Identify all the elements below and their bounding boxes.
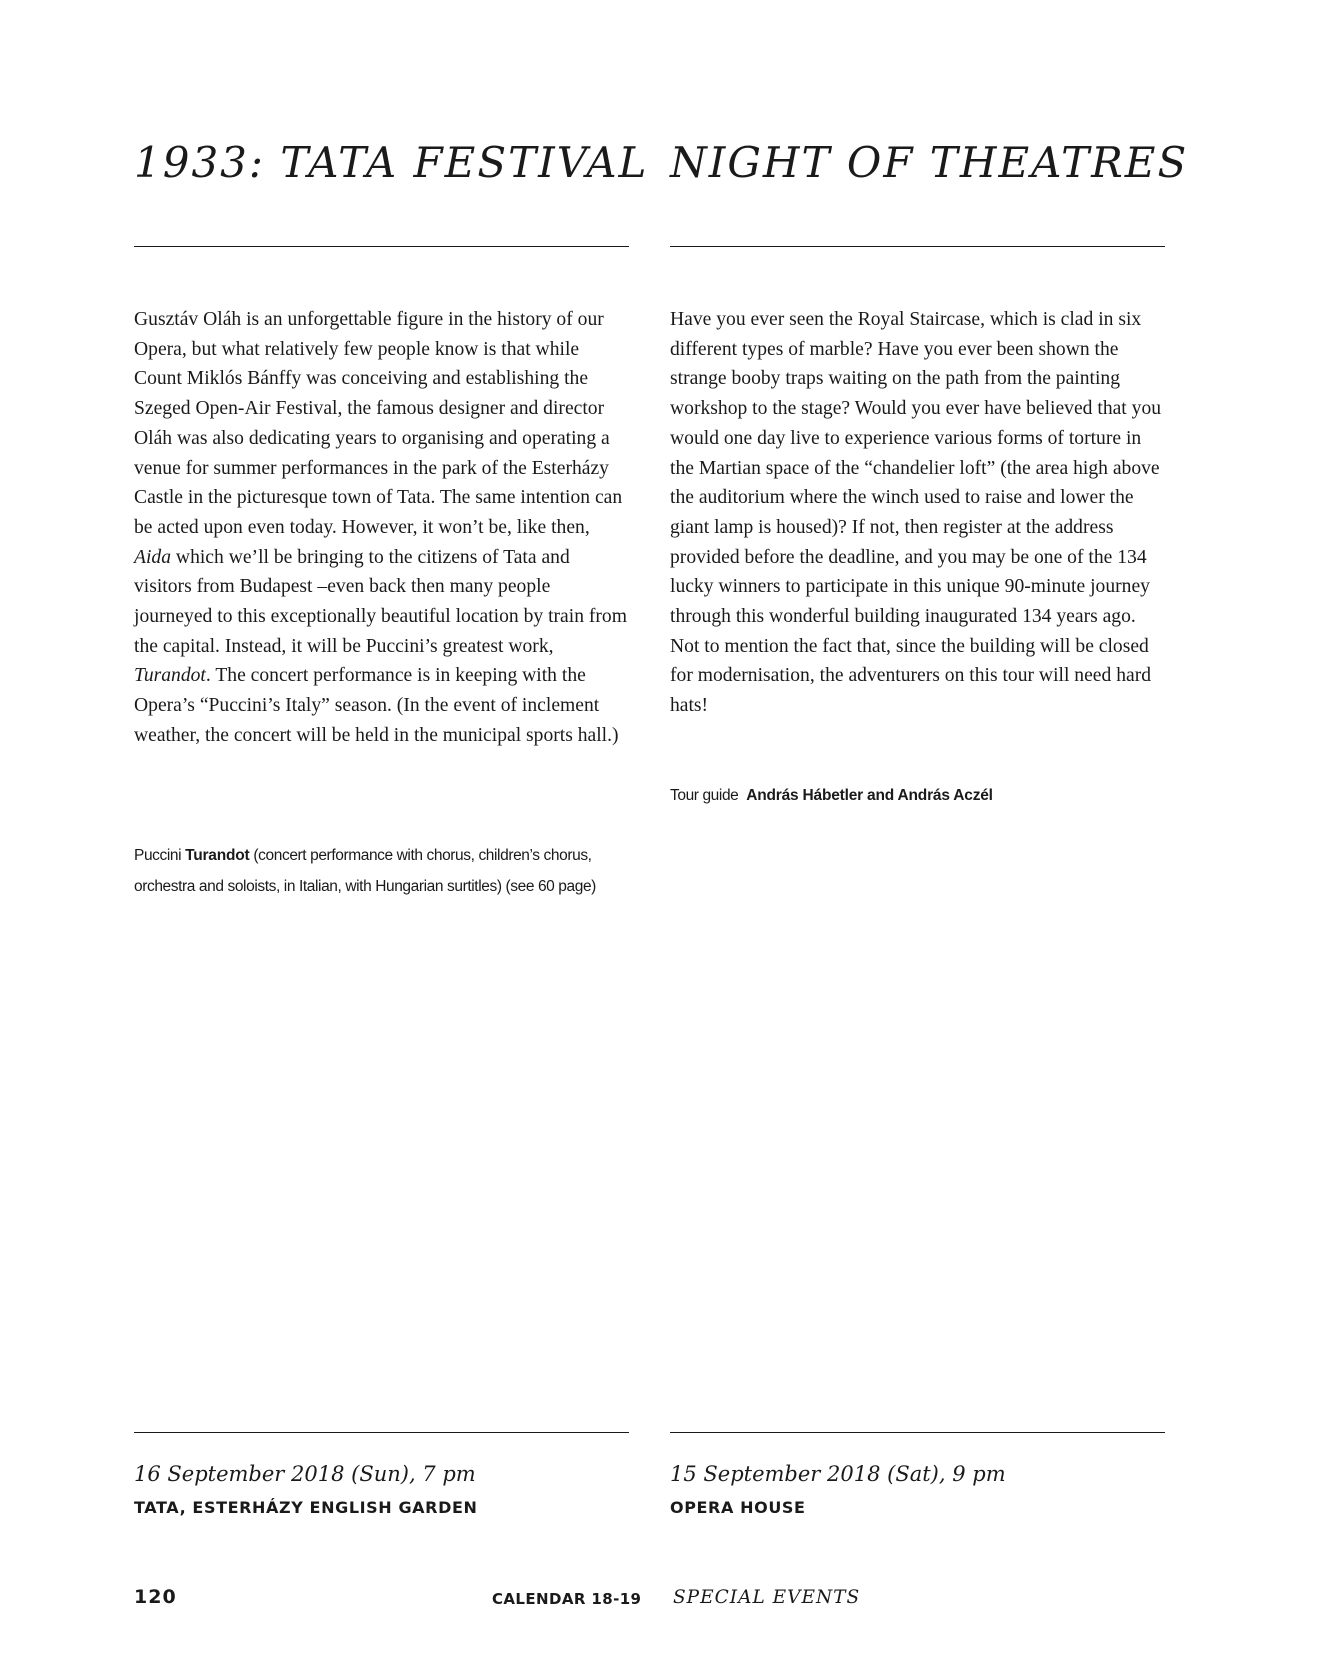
tour-guide-label: Tour guide [670,787,739,804]
left-credits [134,840,629,902]
left-body-aida: Aida [134,546,172,568]
right-article-title: NIGHT OF THEATRES [670,138,1189,187]
left-article-title: 1933: TATA FESTIVAL [134,138,649,187]
tour-guide-names: András Hábetler and András Aczél [746,787,993,804]
credit-details-line1: (concert performance with chorus, children’s chorus, [253,847,592,864]
left-top-divider [134,246,629,247]
right-top-divider [670,246,1165,247]
credit-details-line2: orchestra and soloists, in Italian, with Hungarian surtitles) (see 60 page) [134,878,596,895]
left-body-text-1: Gusztáv Oláh is an unforgettable figure in the history of our Opera, but what relatively few people know is that while Count Miklós Bánffy was conceiving and establishing the Szeged Open-Air Festival, the famous designer and director Oláh was also dedicating years to organising and operating a venue for summer performances in the park of the Esterházy Castle in the picturesque town of Tata. The same intention can be acted upon even today. However, it won’t be, like then, [134,309,623,538]
footer-calendar-label: CALENDAR 18-19 [492,1590,642,1608]
right-bottom-divider [670,1432,1165,1433]
page-number: 120 [134,1586,177,1608]
right-event-date: 15 September 2018 (Sat), 9 pm [670,1462,1006,1486]
left-body-text-3: . The concert performance is in keeping with the Opera’s “Puccini’s Italy” season. (In the event of inclement weather, the concert will be held in the municipal sports hall.) [134,665,619,746]
credit-composer: Puccini [134,847,182,864]
footer-section-label: SPECIAL EVENTS [673,1587,861,1608]
right-article-body: Have you ever seen the Royal Staircase, which is clad in six different types of marble? Have you ever been shown the strange booby traps waiting on the path from the painting workshop to the stage? Would you ever have believed that you would one day live to experience various forms of torture in the Martian space of the “chandelier loft” (the area high above the auditorium where the winch used to raise and lower the giant lamp is housed)? If not, then register at the address provided before the deadline, and you may be one of the 134 lucky winners to participate in this unique 90-minute journey through this wonderful building inaugurated 134 years ago. Not to mention the fact that, since the building will be closed for modernisation, the adventurers on this tour will need hard hats! [670,309,1162,717]
left-event-venue: TATA, ESTERHÁZY ENGLISH GARDEN [134,1498,478,1517]
right-credits [670,780,1165,811]
credit-work: Turandot [185,847,250,864]
left-bottom-divider [134,1432,629,1433]
left-event-date: 16 September 2018 (Sun), 7 pm [134,1462,476,1486]
left-body-turandot: Turandot [134,665,206,687]
left-body-text-2: which we’ll be bringing to the citizens of Tata and visitors from Budapest –even back then many people journeyed to this exceptionally beautiful location by train from the capital. Instead, it will be Puccini’s greatest work, [134,546,627,657]
left-article-body [134,305,629,751]
right-event-venue: OPERA HOUSE [670,1498,806,1517]
